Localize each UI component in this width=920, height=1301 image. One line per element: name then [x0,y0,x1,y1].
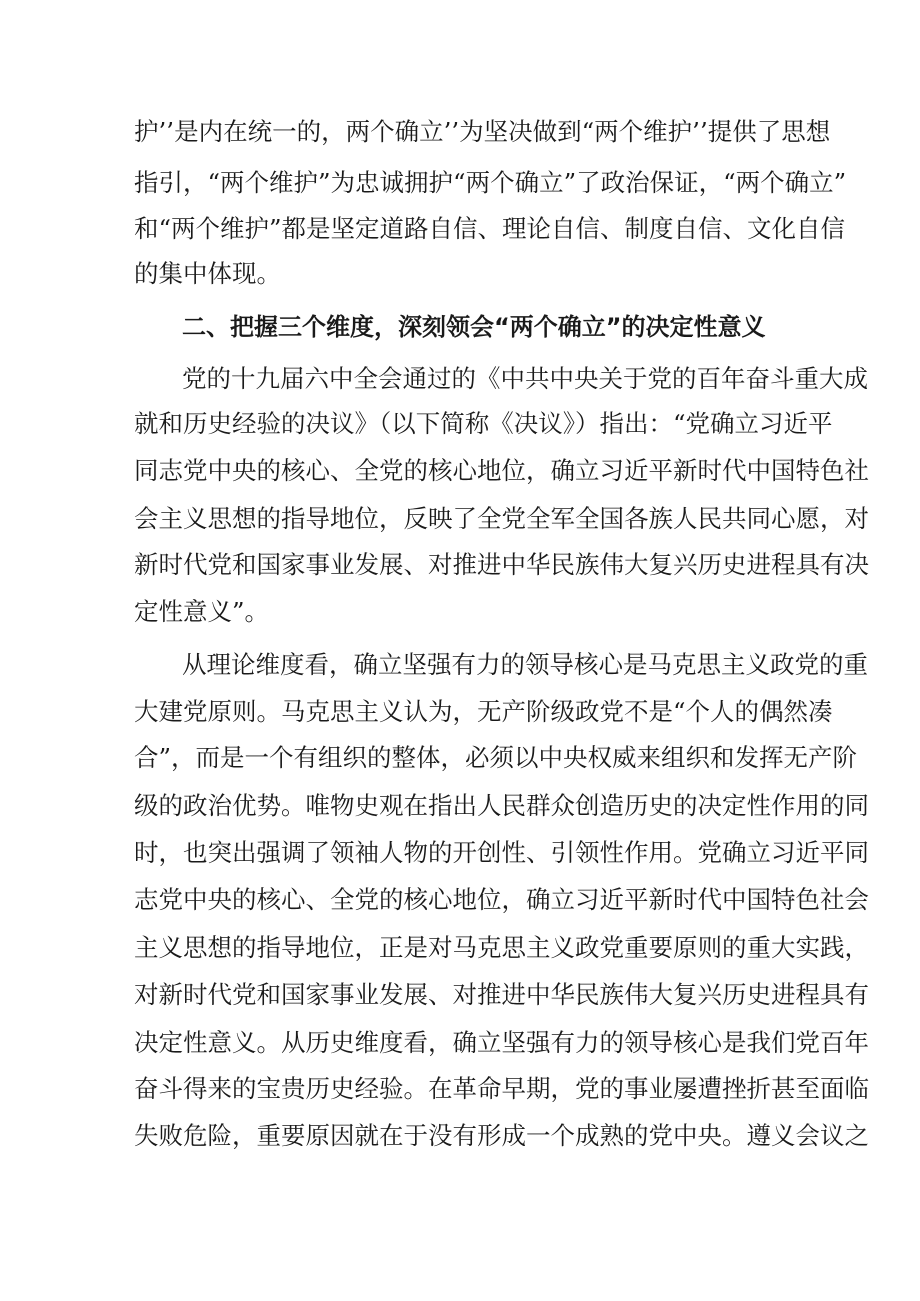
paragraph-3-line-4: 级的政治优势。唯物史观在指出人民群众创造历史的决定性作用的同 [134,791,869,820]
paragraph-2-line-6: 定性意义”。 [134,597,270,626]
paragraph-2-line-2: 就和历史经验的决议》（以下简称《决议》）指出：“党确立习近平 [134,409,833,438]
paragraph-1-line-4: 的集中体现。 [134,259,281,288]
paragraph-3-line-2: 大建党原则。马克思主义认为，无产阶级政党不是“个人的偶然凑 [134,697,833,726]
paragraph-3-line-10: 奋斗得来的宝贵历史经验。在革命早期，党的事业屡遭挫折甚至面临 [134,1074,869,1103]
paragraph-3-line-3: 合”，而是一个有组织的整体，必须以中央权威来组织和发挥无产阶 [134,743,858,772]
paragraph-3-line-6: 志党中央的核心、全党的核心地位，确立习近平新时代中国特色社会 [134,885,869,914]
paragraph-3-line-9: 决定性意义。从历史维度看，确立坚强有力的领导核心是我们党百年 [134,1028,869,1057]
paragraph-1-line-2: 指引，“两个维护”为忠诚拥护“两个确立”了政治保证，“两个确立” [134,168,847,197]
paragraph-3-line-11: 失败危险，重要原因就在于没有形成一个成熟的党中央。遵义会议之 [134,1121,869,1150]
paragraph-3-line-8: 对新时代党和国家事业发展、对推进中华民族伟大复兴历史进程具有 [134,980,869,1009]
paragraph-2-line-1: 党的十九届六中全会通过的《中共中央关于党的百年奋斗重大成 [182,364,868,393]
paragraph-2-line-4: 会主义思想的指导地位，反映了全党全军全国各族人民共同心愿，对 [134,504,869,533]
paragraph-1-line-1: 护’’是内在统一的，两个确立’’为坚决做到“两个维护’’提供了思想 [134,117,831,146]
paragraph-3-line-7: 主义思想的指导地位，正是对马克思主义政党重要原则的重大实践， [134,933,869,962]
paragraph-2-line-3: 同志党中央的核心、全党的核心地位，确立习近平新时代中国特色社 [134,456,869,485]
paragraph-2-line-5: 新时代党和国家事业发展、对推进中华民族伟大复兴历史进程具有决 [134,550,869,579]
paragraph-1-line-3: 和“两个维护”都是坚定道路自信、理论自信、制度自信、文化自信 [134,214,846,243]
paragraph-3-line-5: 时，也突出强调了领袖人物的开创性、引领性作用。党确立习近平同 [134,838,869,867]
paragraph-3-line-1: 从理论维度看，确立坚强有力的领导核心是马克思主义政党的重 [182,650,868,679]
section-heading: 二、把握三个维度，深刻领会“两个确立”的决定性意义 [182,313,766,341]
